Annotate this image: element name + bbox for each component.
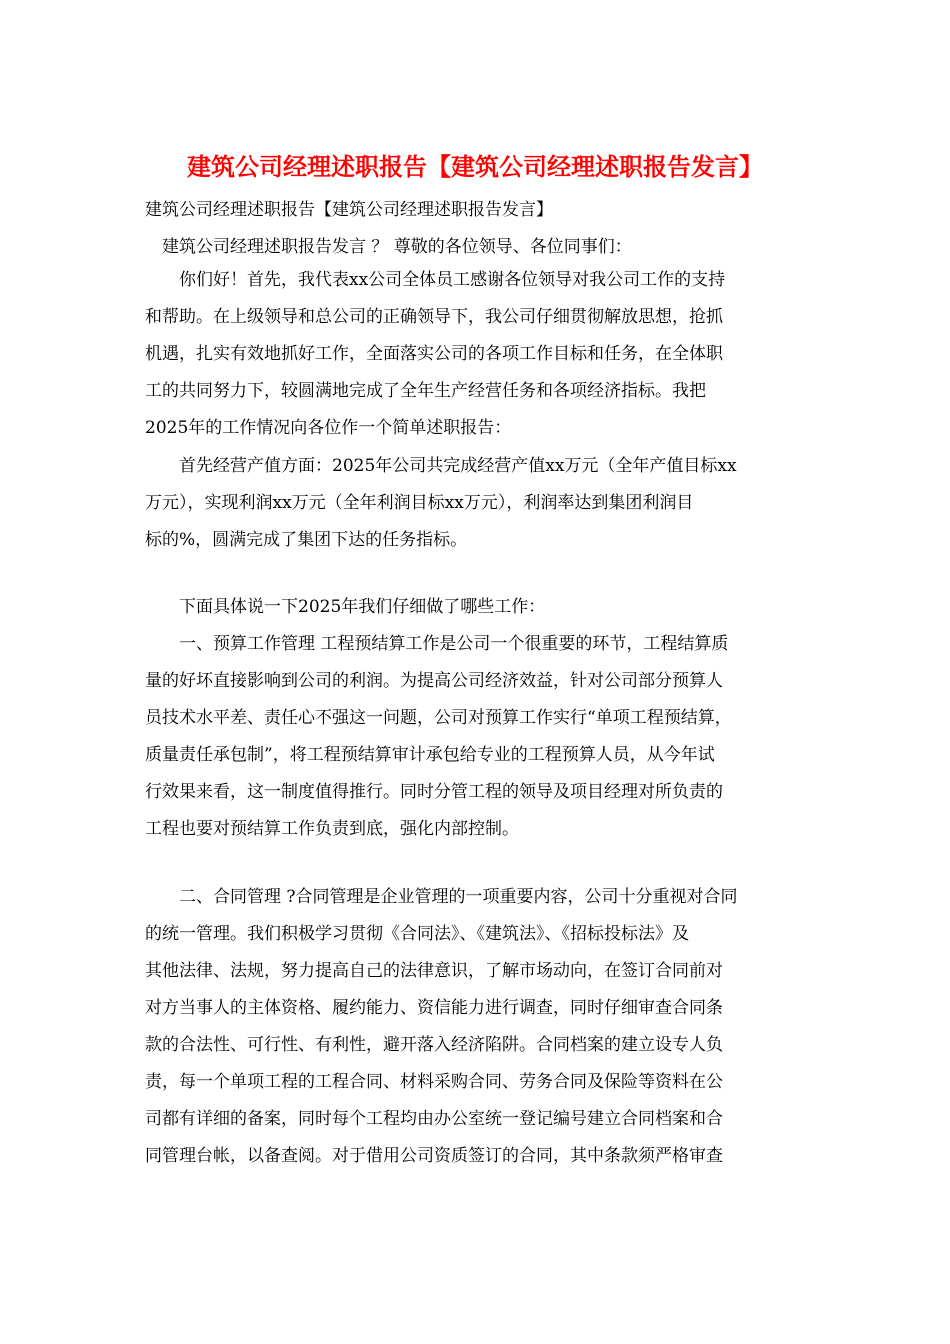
text-line: 工程也要对预结算工作负责到底，强化内部控制。 xyxy=(145,819,519,839)
subtitle-line: 建筑公司经理述职报告【建筑公司经理述职报告发言】 xyxy=(145,200,553,220)
document-title: 建筑公司经理述职报告【建筑公司经理述职报告发言】 xyxy=(187,152,763,181)
text-line: 员技术水平差、责任心不强这一问题，公司对预算工作实行“单项工程预结算， xyxy=(145,708,732,728)
text-line: 下面具体说一下2025年我们仔细做了哪些工作： xyxy=(145,597,546,617)
salutation-line: 建筑公司经理述职报告发言 ？ 尊敬的各位领导、各位同事们： xyxy=(145,237,632,257)
text-line: 你们好！首先，我代表xx公司全体员工感谢各位领导对我公司工作的支持 xyxy=(145,270,726,290)
text-line: 质量责任承包制”，将工程预结算审计承包给专业的工程预算人员，从今年试 xyxy=(145,745,715,765)
text-line: 二、合同管理 ?合同管理是企业管理的一项重要内容，公司十分重视对合同 xyxy=(145,887,738,907)
text-line: 司都有详细的备案，同时每个工程均由办公室统一登记编号建立合同档案和合 xyxy=(145,1109,723,1129)
text-line: 工的共同努力下，较圆满地完成了全年生产经营任务和各项经济指标。我把 xyxy=(145,381,706,401)
text-line: 2025年的工作情况向各位作一个简单述职报告： xyxy=(145,418,512,438)
text-line: 一、预算工作管理 工程预结算工作是公司一个很重要的环节，工程结算质 xyxy=(145,634,729,654)
text-line: 的统一管理。我们积极学习贯彻《合同法》、《建筑法》、《招标投标法》及 xyxy=(145,924,689,944)
text-line: 机遇，扎实有效地抓好工作，全面落实公司的各项工作目标和任务，在全体职 xyxy=(145,344,723,364)
text-line: 和帮助。在上级领导和总公司的正确领导下，我公司仔细贯彻解放思想，抢抓 xyxy=(145,307,723,327)
text-line: 同管理台帐，以备查阅。对于借用公司资质签订的合同，其中条款须严格审查 xyxy=(145,1146,723,1166)
text-line: 首先经营产值方面：2025年公司共完成经营产值xx万元（全年产值目标xx xyxy=(145,456,737,476)
text-line: 责，每一个单项工程的工程合同、材料采购合同、劳务合同及保险等资料在公 xyxy=(145,1072,723,1092)
text-line: 万元），实现利润xx万元（全年利润目标xx万元），利润率达到集团利润目 xyxy=(145,493,694,513)
text-line: 标的%，圆满完成了集团下达的任务指标。 xyxy=(145,530,468,550)
text-line: 对方当事人的主体资格、履约能力、资信能力进行调查，同时仔细审查合同条 xyxy=(145,998,723,1018)
text-line: 其他法律、法规，努力提高自己的法律意识，了解市场动向，在签订合同前对 xyxy=(145,961,723,981)
text-line: 量的好坏直接影响到公司的利润。为提高公司经济效益，针对公司部分预算人 xyxy=(145,671,723,691)
text-line: 行效果来看，这一制度值得推行。同时分管工程的领导及项目经理对所负责的 xyxy=(145,782,723,802)
text-line: 款的合法性、可行性、有利性，避开落入经济陷阱。合同档案的建立设专人负 xyxy=(145,1035,723,1055)
